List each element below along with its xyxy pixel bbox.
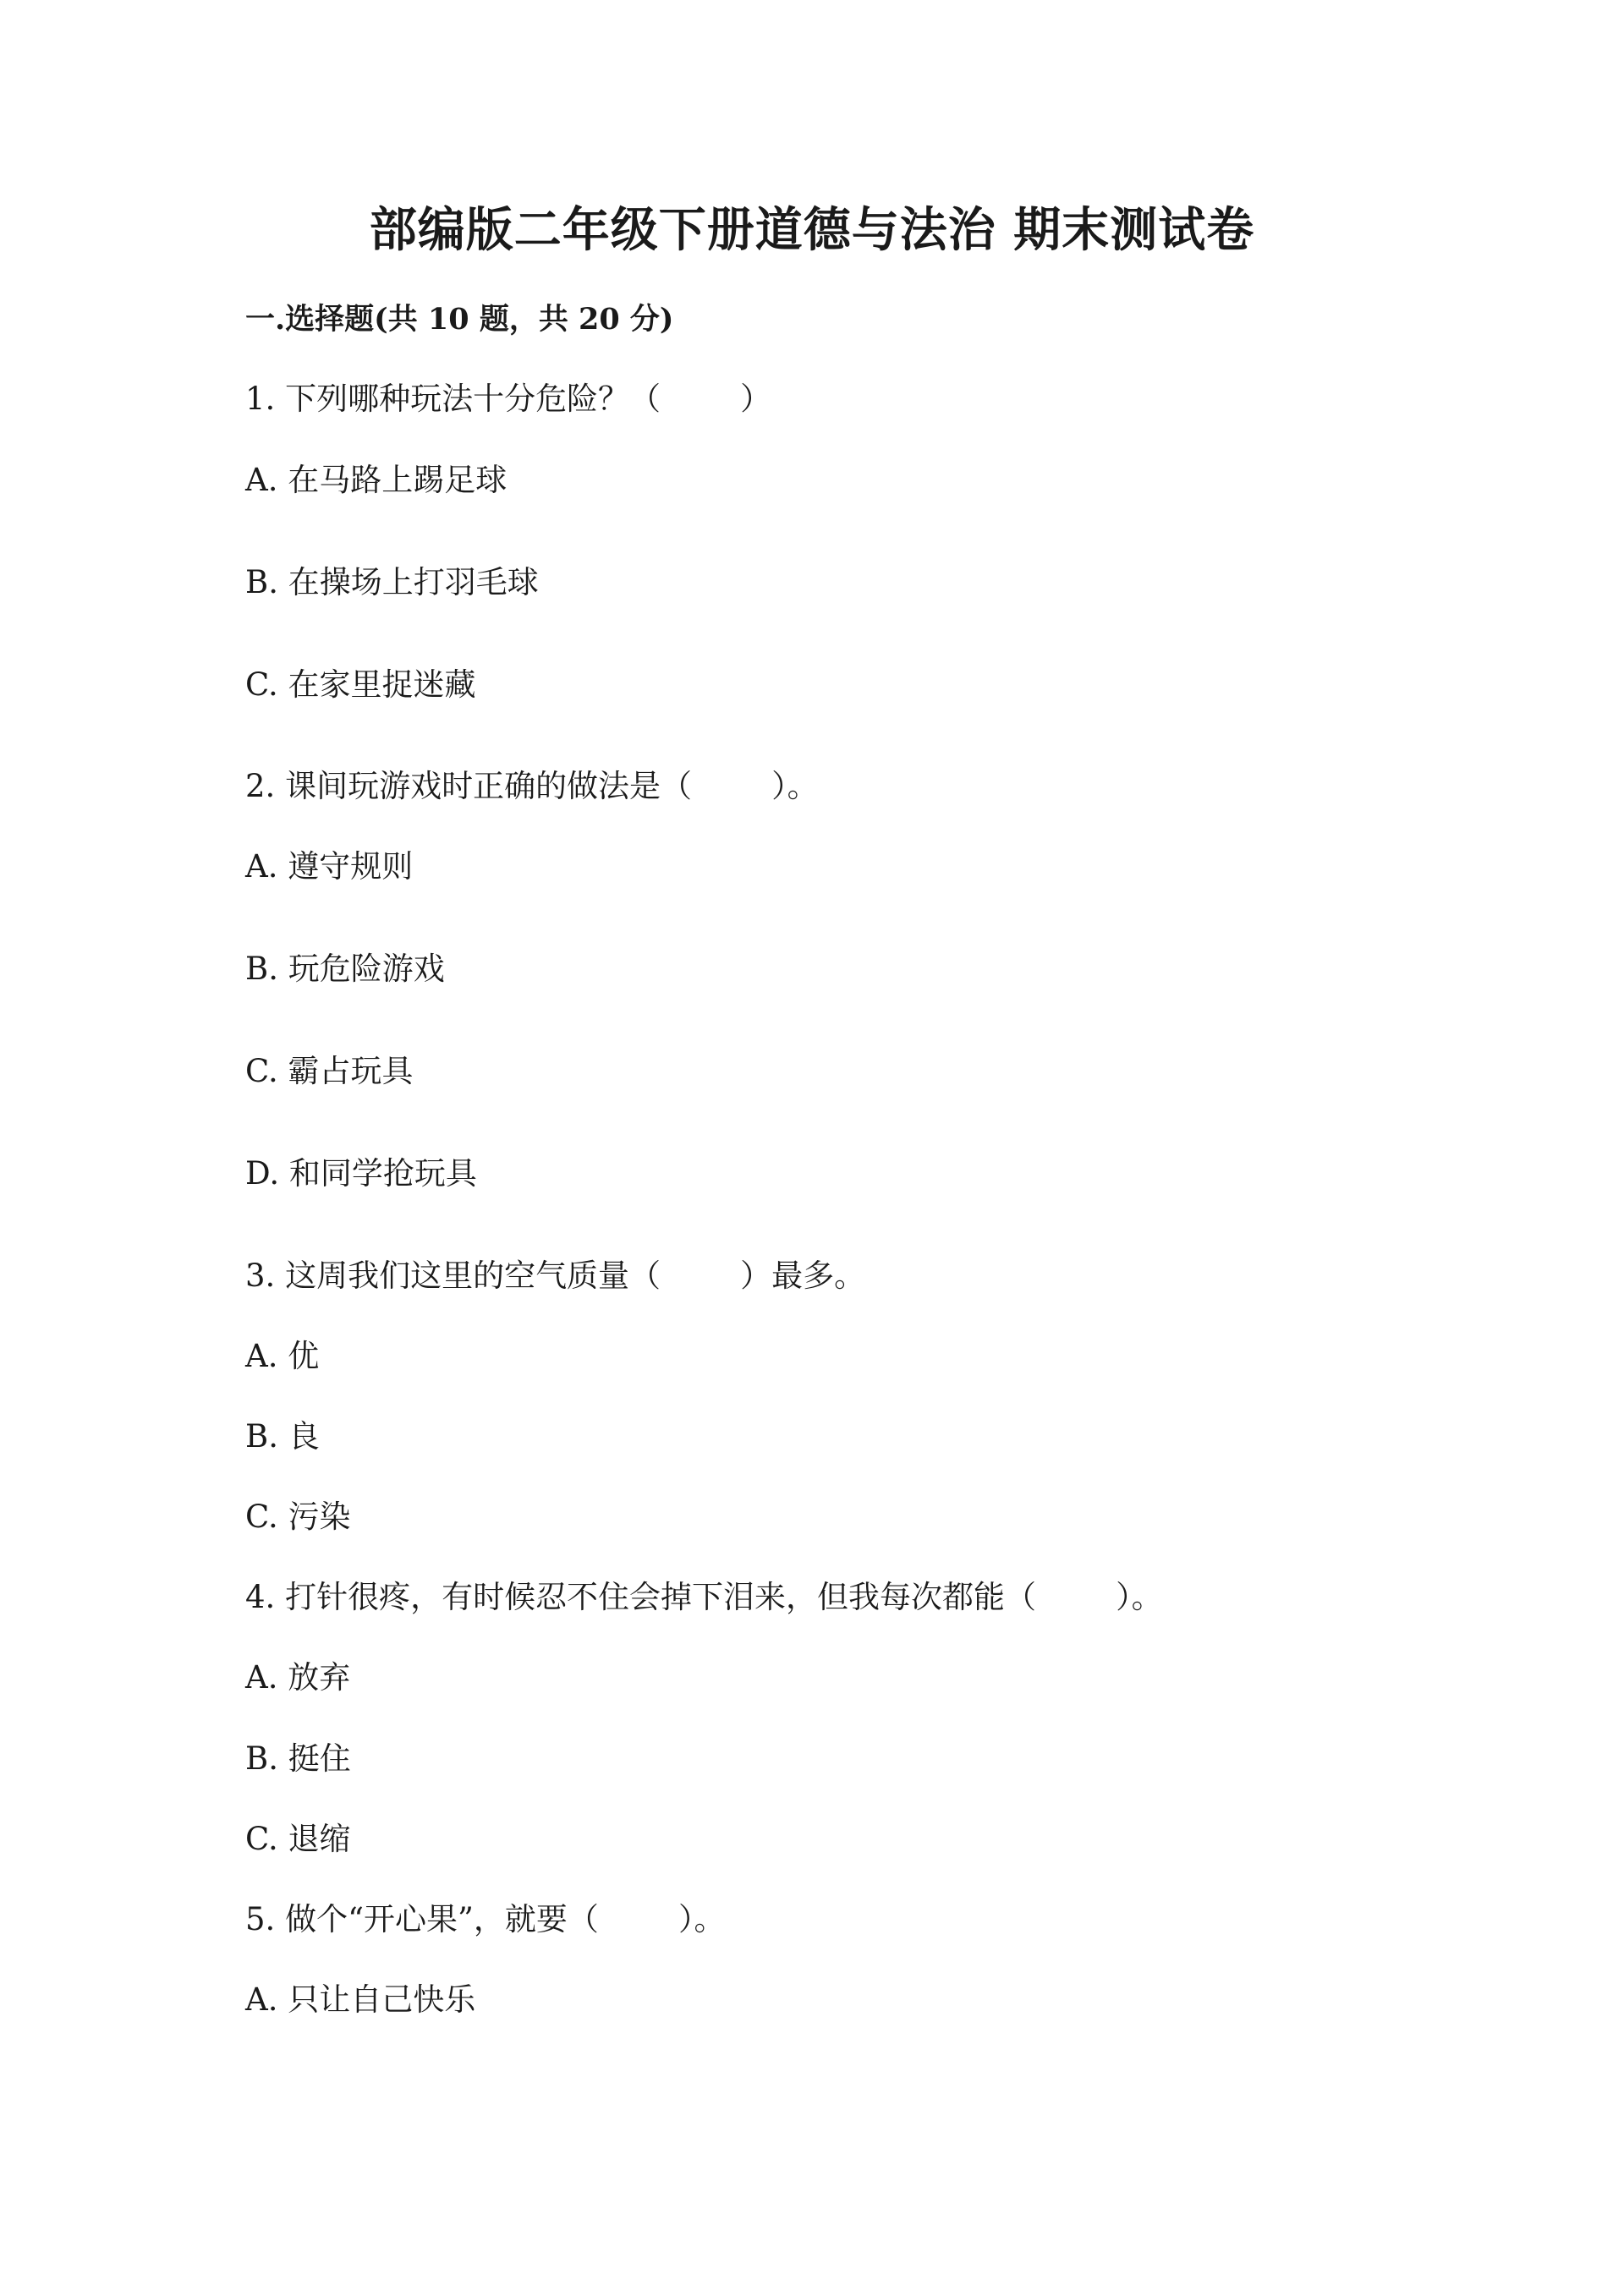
question-3-option-a: A. 优 — [245, 1338, 320, 1374]
question-3-option-c: C. 污染 — [245, 1499, 351, 1535]
question-3-option-b: B. 良 — [245, 1418, 320, 1455]
question-1-option-c: C. 在家里捉迷藏 — [245, 666, 476, 703]
question-4-option-c: C. 退缩 — [245, 1821, 351, 1857]
question-5-option-a: A. 只让自己快乐 — [245, 1981, 476, 2018]
question-1-option-b: B. 在操场上打羽毛球 — [245, 564, 539, 600]
question-1-stem: 1. 下列哪种玩法十分危险？（ ） — [245, 381, 772, 417]
question-2-option-b: B. 玩危险游戏 — [245, 951, 445, 987]
question-3-stem: 3. 这周我们这里的空气质量（ ）最多。 — [245, 1258, 866, 1294]
question-2-stem: 2. 课间玩游戏时正确的做法是（ ）。 — [245, 768, 819, 804]
question-4-option-a: A. 放弃 — [245, 1659, 351, 1696]
question-4-option-b: B. 挺住 — [245, 1740, 351, 1777]
question-1-option-a: A. 在马路上踢足球 — [245, 462, 508, 498]
page-title: 部编版二年级下册道德与法治 期末测试卷 — [369, 202, 1255, 258]
section-heading: 一.选择题(共 10 题，共 20 分) — [245, 302, 674, 337]
question-2-option-c: C. 霸占玩具 — [245, 1053, 414, 1089]
question-5-stem: 5. 做个“开心果”，就要（ ）。 — [245, 1901, 726, 1937]
question-2-option-a: A. 遵守规则 — [245, 848, 414, 885]
question-4-stem: 4. 打针很疼，有时候忍不住会掉下泪来，但我每次都能（ ）。 — [245, 1579, 1163, 1615]
question-2-option-d: D. 和同学抢玩具 — [245, 1155, 477, 1192]
